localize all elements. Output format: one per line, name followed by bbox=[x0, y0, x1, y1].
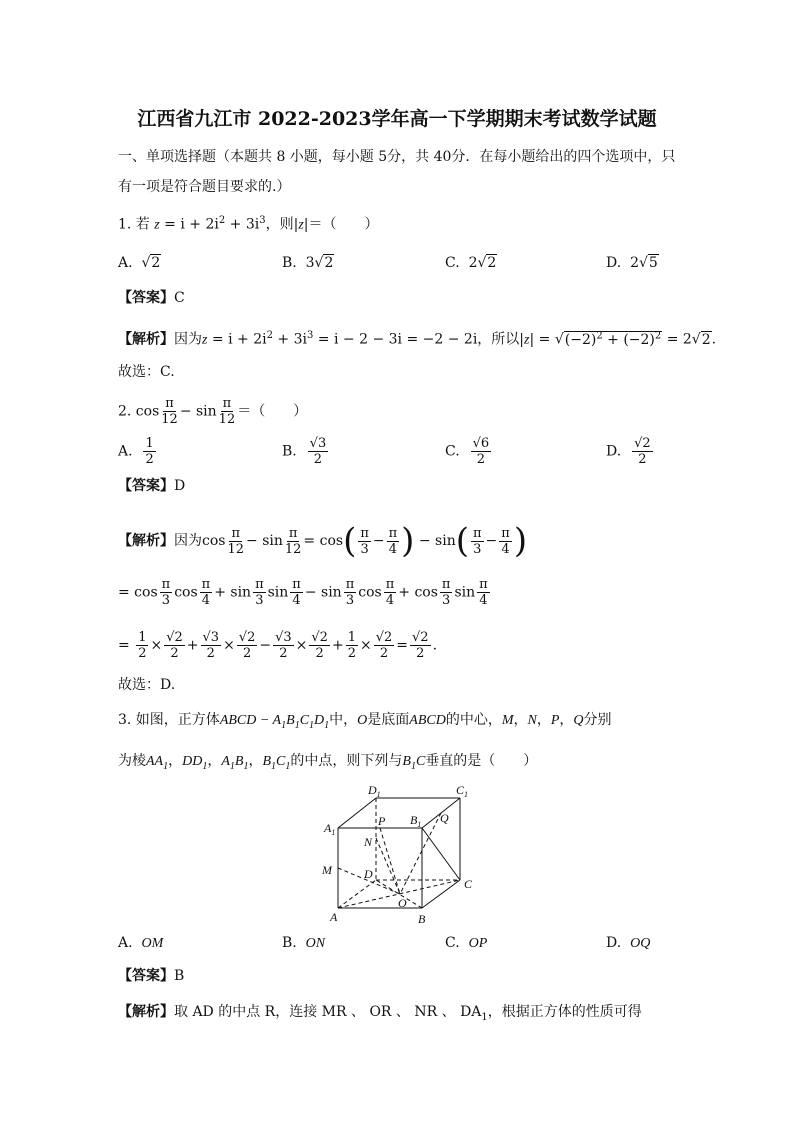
label-n: N bbox=[364, 835, 373, 849]
q1-option-d: D. 2√5 bbox=[606, 255, 658, 271]
q2-analysis-2: = cos $\frac{\pi}{3}$ cos $\frac{\pi}{4}$ + sin $\frac{\pi}{3}$ sin $\frac{\pi}{4}$ − sin $\frac{\pi}{3}$ cos $\frac{\pi}{4}$ + cos $\frac{\pi}{3}$ sin $\frac{\pi}{4}$ bbox=[118, 577, 488, 608]
q3-stem-2: 为棱$AA_1$，$DD_1$，$A_1B_1$，$B_1C_1$的中点，则下列与$B_1C$垂直的是（ ） bbox=[118, 753, 538, 772]
q2-option-c: C. $\frac{√6}{2}$ bbox=[445, 436, 490, 467]
edge-ad bbox=[338, 880, 376, 908]
q3-stem-1: 3. 如图，正方体ABCD − $A_1B_1C_1D_1$中，O是底面ABCD的中心，M，N，P，Q分别 bbox=[118, 712, 612, 731]
q1-option-c: C. 2√2 bbox=[445, 255, 497, 271]
cube-figure bbox=[310, 780, 490, 930]
section-instructions-1: 一、单项选择题（本题共 8 小题，每小题 5分，共 40分．在每小题给出的四个选项中，只 bbox=[118, 149, 676, 165]
q3-option-d: D. OQ bbox=[606, 935, 651, 951]
q3-option-b: B. ON bbox=[282, 935, 326, 951]
label-b1: $B_1$ bbox=[410, 813, 422, 829]
q1-stem: 1. 若 $z = i + 2i^2 + 3i^3$，则|z|＝（ ） bbox=[118, 215, 379, 233]
label-b: B bbox=[418, 912, 426, 926]
label-d1: $D_1$ bbox=[368, 783, 381, 799]
q1-analysis: 【解析】因为$z = i + 2i^2 + 3i^3 = i - 2 - 3i = -2 - 2i$，所以$|z| = √(-2)^2 + (-2)^2 = 2√2$. bbox=[118, 330, 717, 348]
q1-conclusion: 故选：C. bbox=[118, 364, 175, 380]
page-title: 江西省九江市 2022-2023学年高一下学期期末考试数学试题 bbox=[137, 108, 657, 130]
q1-option-b: B. 3√2 bbox=[282, 255, 334, 271]
label-c1: $C_1$ bbox=[456, 783, 469, 799]
q3-option-a: A. OM bbox=[118, 935, 164, 951]
section-instructions-2: 有一项是符合题目要求的.） bbox=[118, 179, 291, 195]
label-m: M bbox=[322, 863, 332, 877]
q3-answer: 【答案】B bbox=[118, 968, 185, 984]
label-q: Q bbox=[440, 811, 449, 825]
label-c: C bbox=[464, 877, 473, 891]
q3-analysis: 【解析】取 AD 的中点 R，连接 MR 、 OR 、 NR 、 $DA_1$，根据正方体的性质可得 bbox=[118, 1004, 642, 1023]
q2-analysis-3: = $\frac{1}{2}$ × $\frac{√2}{2}$ + $\frac{√3}{2}$ × $\frac{√2}{2}$ − $\frac{√3}{2}$ × $\frac{√2}{2}$ + $\frac{1}{2}$ × $\frac{√2}{2}$ = $\frac{√2}{2}$ . bbox=[118, 630, 438, 661]
edge-b1c bbox=[422, 828, 460, 880]
q2-option-a: A. $\frac{1}{2}$ bbox=[118, 436, 154, 467]
q2-conclusion: 故选：D. bbox=[118, 677, 176, 693]
q1-option-a: A. √2 bbox=[118, 255, 161, 271]
q2-option-b: B. $\frac{√3}{2}$ bbox=[282, 436, 327, 467]
q2-answer: 【答案】D bbox=[118, 478, 186, 494]
label-a: A bbox=[330, 910, 338, 924]
q3-option-c: C. OP bbox=[445, 935, 488, 951]
edge-a1d1 bbox=[338, 798, 376, 828]
q2-analysis-1: 【解析】因为cos $\frac{\pi}{12}$ − sin $\frac{\pi}{12}$ = cos( $\frac{\pi}{3}$ − $\frac{\pi}{4}$ ) − sin( $\frac{\pi}{3}$ − $\frac{\pi}{4}$ ) bbox=[118, 521, 528, 561]
q2-stem: 2. cos $\frac{\pi}{12}$ − sin $\frac{\pi}{12}$ ＝（ ） bbox=[118, 396, 308, 427]
label-d: D bbox=[364, 867, 373, 881]
q2-option-d: D. $\frac{√2}{2}$ bbox=[606, 436, 651, 467]
label-a1: $A_1$ bbox=[324, 821, 336, 837]
label-p: P bbox=[378, 814, 386, 828]
q1-answer: 【答案】C bbox=[118, 290, 185, 306]
label-o: O bbox=[398, 896, 407, 910]
